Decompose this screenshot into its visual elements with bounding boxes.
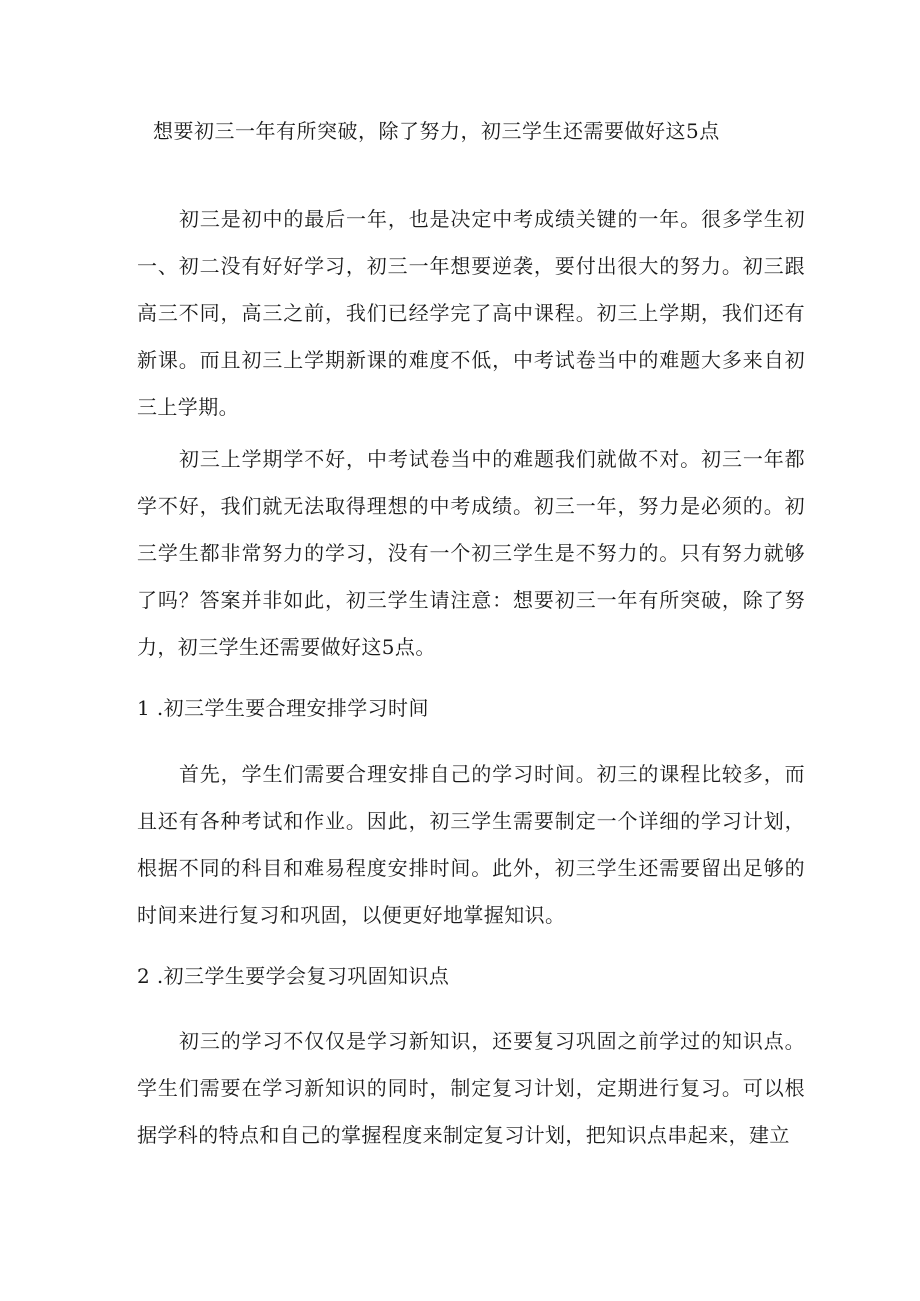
- document-title: 想要初三一年有所突破，除了努力，初三学生还需要做好这5点: [153, 119, 720, 143]
- section-heading-1: 1 .初三学生要合理安排学习时间: [137, 696, 429, 720]
- section-paragraph-2: 初三的学习不仅仅是学习新知识，还要复习巩固之前学过的知识点。学生们需要在学习新知识的同时，制定复习计划，定期进行复习。可以根据学科的特点和自己的掌握程度来制定复习计划，把知识点串起来，建立: [137, 1029, 805, 1147]
- section-heading-2: 2 .初三学生要学会复习巩固知识点: [137, 964, 450, 988]
- intro-paragraph-1: 初三是初中的最后一年，也是决定中考成绩关键的一年。很多学生初一、初二没有好好学习，初三一年想要逆袭，要付出很大的努力。初三跟高三不同，高三之前，我们已经学完了高中课程。初三上学期，我们还有新课。而且初三上学期新课的难度不低，中考试卷当中的难题大多来自初三上学期。: [137, 207, 805, 419]
- section-paragraph-1: 首先，学生们需要合理安排自己的学习时间。初三的课程比较多，而且还有各种考试和作业。因此，初三学生需要制定一个详细的学习计划，根据不同的科目和难易程度安排时间。此外，初三学生还需要留出足够的时间来进行复习和巩固，以便更好地掌握知识。: [137, 762, 805, 927]
- intro-paragraph-2: 初三上学期学不好，中考试卷当中的难题我们就做不对。初三一年都学不好，我们就无法取得理想的中考成绩。初三一年，努力是必须的。初三学生都非常努力的学习，没有一个初三学生是不努力的。只有努力就够了吗？答案并非如此，初三学生请注意：想要初三一年有所突破，除了努力，初三学生还需要做好这5点。: [137, 447, 805, 659]
